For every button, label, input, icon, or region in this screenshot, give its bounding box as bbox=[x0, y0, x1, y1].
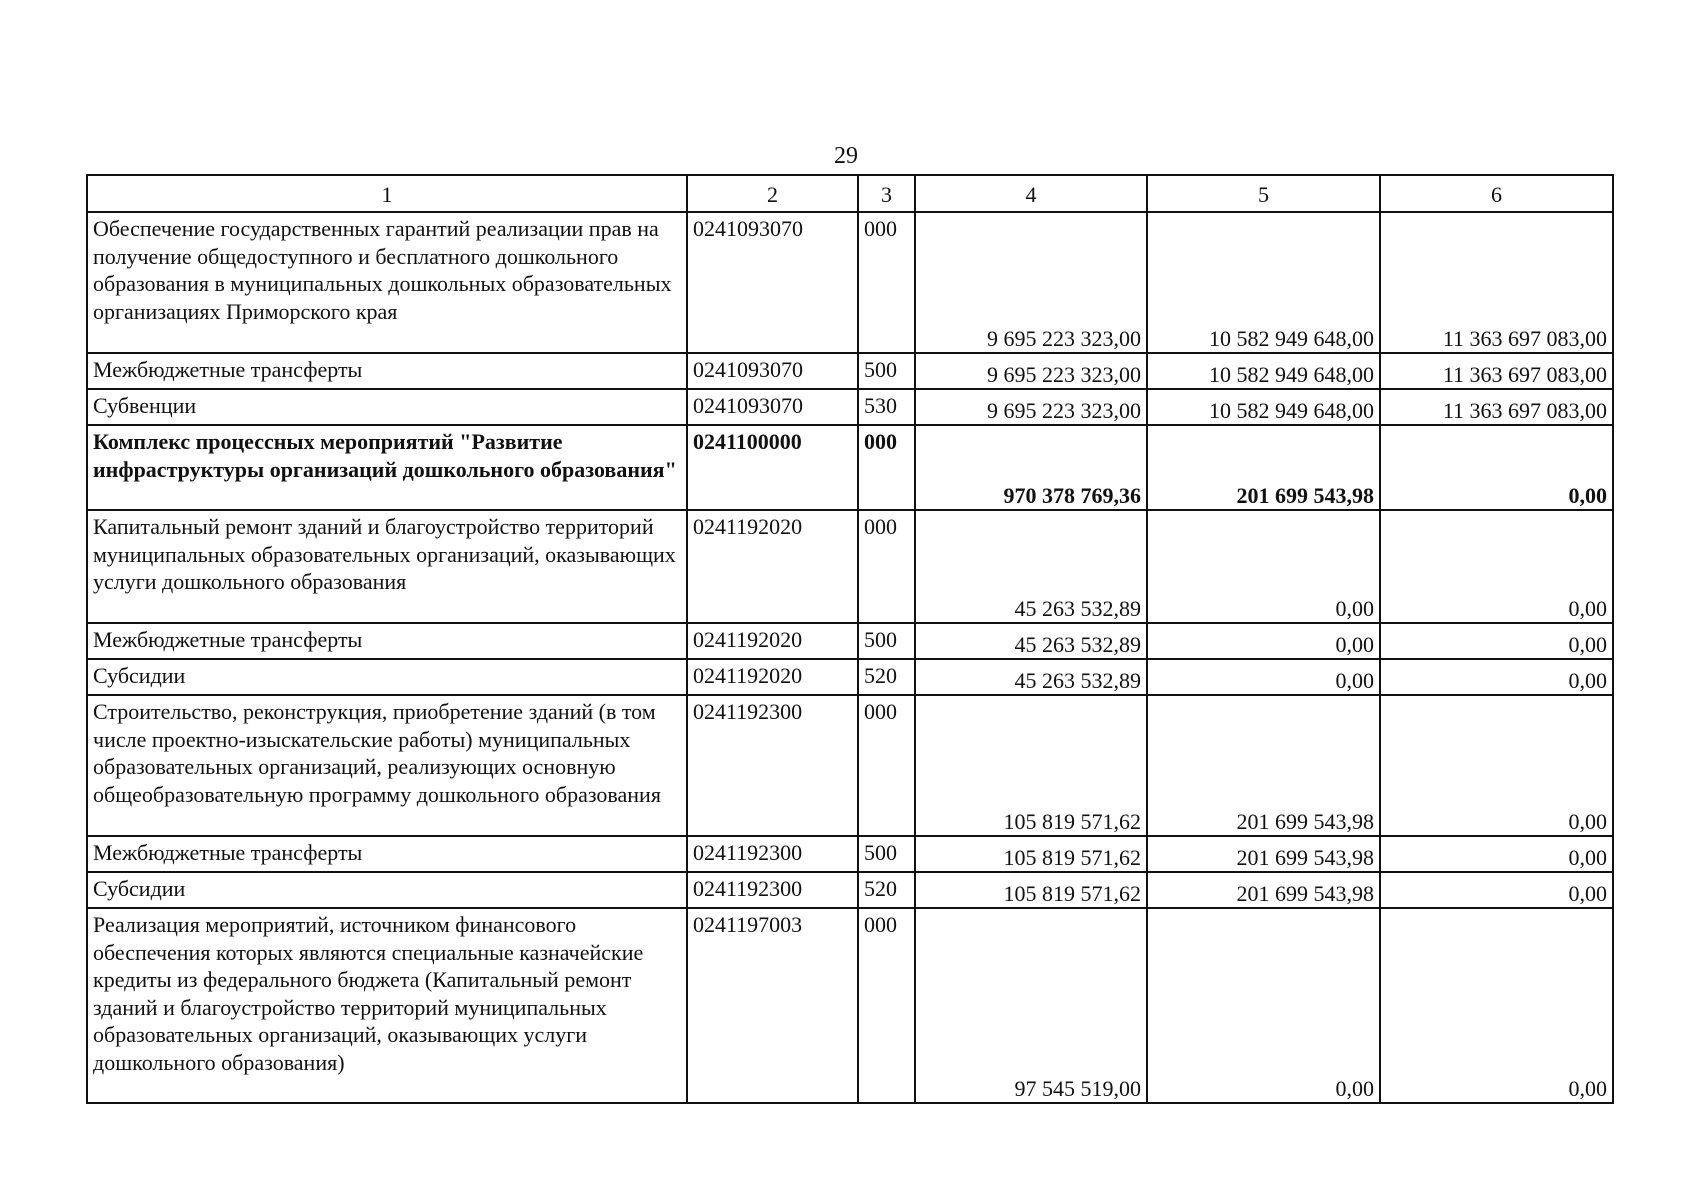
row-expense-type: 500 bbox=[858, 623, 915, 659]
row-amount-col4: 97 545 519,00 bbox=[915, 908, 1147, 1103]
row-amount-col6: 0,00 bbox=[1380, 695, 1613, 836]
row-amount-col5: 201 699 543,98 bbox=[1147, 872, 1380, 908]
row-code: 0241093070 bbox=[687, 212, 858, 353]
row-expense-type: 520 bbox=[858, 659, 915, 695]
column-number: 6 bbox=[1380, 175, 1613, 212]
row-amount-col4: 970 378 769,36 bbox=[915, 425, 1147, 510]
row-amount-col5: 201 699 543,98 bbox=[1147, 836, 1380, 872]
row-amount-col4: 105 819 571,62 bbox=[915, 872, 1147, 908]
row-amount-col5: 10 582 949 648,00 bbox=[1147, 212, 1380, 353]
row-name: Комплекс процессных мероприятий "Развитие инфраструктуры организаций дошкольного образования" bbox=[87, 425, 687, 510]
table-row bbox=[87, 623, 1613, 659]
table-row bbox=[87, 212, 1613, 353]
row-name: Межбюджетные трансферты bbox=[87, 353, 687, 389]
row-amount-col5: 201 699 543,98 bbox=[1147, 425, 1380, 510]
row-code: 0241192020 bbox=[687, 623, 858, 659]
column-number: 4 bbox=[915, 175, 1147, 212]
table-row bbox=[87, 872, 1613, 908]
row-amount-col5: 10 582 949 648,00 bbox=[1147, 353, 1380, 389]
row-amount-col6: 0,00 bbox=[1380, 623, 1613, 659]
row-amount-col6: 11 363 697 083,00 bbox=[1380, 353, 1613, 389]
row-code: 0241093070 bbox=[687, 353, 858, 389]
row-amount-col6: 0,00 bbox=[1380, 510, 1613, 623]
row-code: 0241093070 bbox=[687, 389, 858, 425]
row-amount-col4: 9 695 223 323,00 bbox=[915, 212, 1147, 353]
table-row bbox=[87, 353, 1613, 389]
row-expense-type: 520 bbox=[858, 872, 915, 908]
row-name: Субсидии bbox=[87, 872, 687, 908]
row-amount-col5: 0,00 bbox=[1147, 908, 1380, 1103]
row-amount-col6: 11 363 697 083,00 bbox=[1380, 212, 1613, 353]
row-name: Реализация мероприятий, источником финансового обеспечения которых являются специальные казначейские кредиты из федерального бюджета (Капитальный ремонт зданий и благоустройство территорий муниципальных образовательных организаций, оказывающих услуги дошкольного образования) bbox=[87, 908, 687, 1103]
table-row bbox=[87, 510, 1613, 623]
row-expense-type: 000 bbox=[858, 908, 915, 1103]
row-name: Межбюджетные трансферты bbox=[87, 623, 687, 659]
row-name: Обеспечение государственных гарантий реализации прав на получение общедоступного и бесплатного дошкольного образования в муниципальных дошкольных образовательных организациях Приморского края bbox=[87, 212, 687, 353]
row-expense-type: 500 bbox=[858, 836, 915, 872]
column-number: 1 bbox=[87, 175, 687, 212]
row-amount-col6: 11 363 697 083,00 bbox=[1380, 389, 1613, 425]
row-amount-col5: 10 582 949 648,00 bbox=[1147, 389, 1380, 425]
column-number-row bbox=[87, 175, 1613, 212]
row-code: 0241100000 bbox=[687, 425, 858, 510]
row-code: 0241197003 bbox=[687, 908, 858, 1103]
row-name: Субсидии bbox=[87, 659, 687, 695]
row-amount-col5: 0,00 bbox=[1147, 510, 1380, 623]
row-code: 0241192020 bbox=[687, 659, 858, 695]
row-code: 0241192300 bbox=[687, 872, 858, 908]
row-name: Капитальный ремонт зданий и благоустройство территорий муниципальных образовательных организаций, оказывающих услуги дошкольного образования bbox=[87, 510, 687, 623]
row-expense-type: 500 bbox=[858, 353, 915, 389]
row-name: Строительство, реконструкция, приобретение зданий (в том числе проектно-изыскательские работы) муниципальных образовательных организаций, реализующих основную общеобразовательную программу дошкольного образования bbox=[87, 695, 687, 836]
table-row bbox=[87, 908, 1613, 1103]
row-expense-type: 530 bbox=[858, 389, 915, 425]
row-amount-col4: 105 819 571,62 bbox=[915, 836, 1147, 872]
row-expense-type: 000 bbox=[858, 425, 915, 510]
table-row bbox=[87, 695, 1613, 836]
row-amount-col6: 0,00 bbox=[1380, 908, 1613, 1103]
row-expense-type: 000 bbox=[858, 212, 915, 353]
row-code: 0241192300 bbox=[687, 836, 858, 872]
row-expense-type: 000 bbox=[858, 695, 915, 836]
row-code: 0241192020 bbox=[687, 510, 858, 623]
row-amount-col5: 0,00 bbox=[1147, 623, 1380, 659]
row-amount-col4: 45 263 532,89 bbox=[915, 510, 1147, 623]
row-amount-col4: 45 263 532,89 bbox=[915, 623, 1147, 659]
row-amount-col4: 9 695 223 323,00 bbox=[915, 389, 1147, 425]
table-row bbox=[87, 389, 1613, 425]
row-amount-col6: 0,00 bbox=[1380, 836, 1613, 872]
column-number: 5 bbox=[1147, 175, 1380, 212]
row-amount-col5: 201 699 543,98 bbox=[1147, 695, 1380, 836]
row-amount-col5: 0,00 bbox=[1147, 659, 1380, 695]
row-amount-col4: 9 695 223 323,00 bbox=[915, 353, 1147, 389]
page-number: 29 bbox=[834, 143, 858, 169]
row-amount-col4: 45 263 532,89 bbox=[915, 659, 1147, 695]
budget-table bbox=[86, 174, 1614, 1104]
row-name: Межбюджетные трансферты bbox=[87, 836, 687, 872]
row-amount-col6: 0,00 bbox=[1380, 872, 1613, 908]
row-amount-col4: 105 819 571,62 bbox=[915, 695, 1147, 836]
row-amount-col6: 0,00 bbox=[1380, 659, 1613, 695]
table-row bbox=[87, 836, 1613, 872]
row-amount-col6: 0,00 bbox=[1380, 425, 1613, 510]
row-code: 0241192300 bbox=[687, 695, 858, 836]
column-number: 3 bbox=[858, 175, 915, 212]
column-number: 2 bbox=[687, 175, 858, 212]
table-row bbox=[87, 659, 1613, 695]
row-expense-type: 000 bbox=[858, 510, 915, 623]
table-row-section-total bbox=[87, 425, 1613, 510]
row-name: Субвенции bbox=[87, 389, 687, 425]
